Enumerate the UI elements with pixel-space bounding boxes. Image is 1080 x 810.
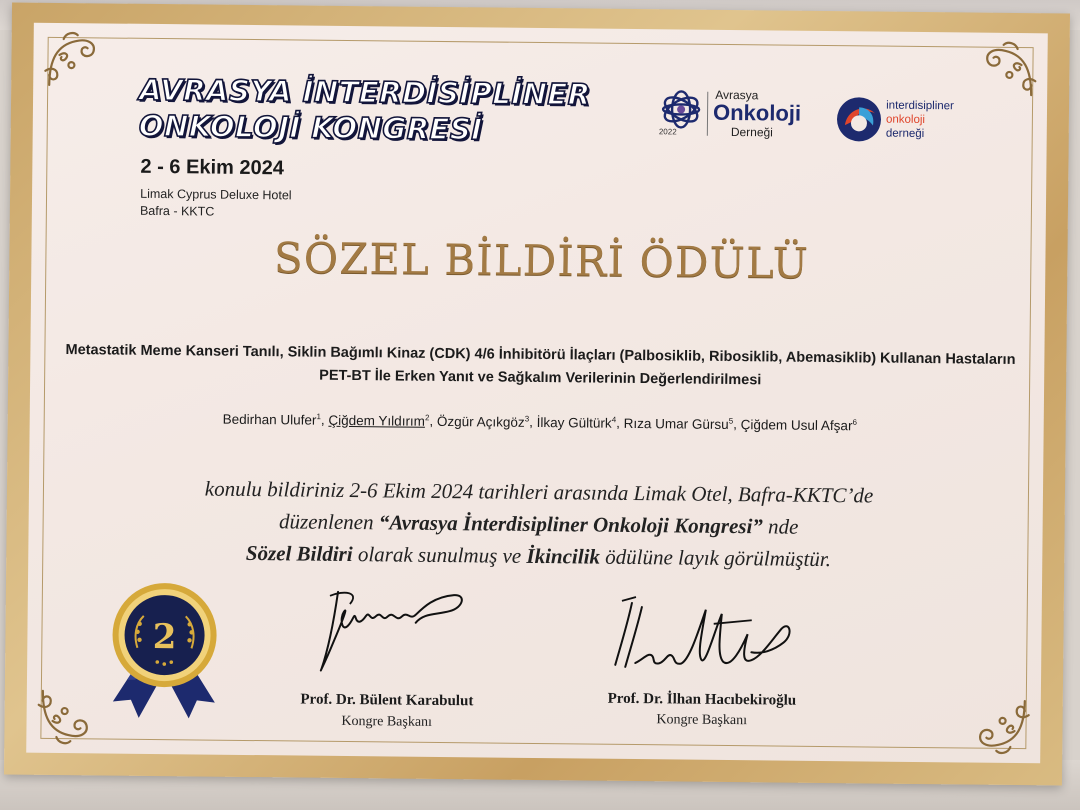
author: Çiğdem Yıldırım$^2$ [328, 412, 430, 429]
signatory-name: Prof. Dr. Bülent Karabulut [300, 691, 474, 710]
award-statement [0, 470, 1079, 577]
paper-title [20, 339, 1060, 396]
avrasya-onkoloji-logo [657, 87, 808, 143]
congress-title-line1: AVRASYA İNTERDİSİPLİNER [139, 72, 591, 112]
logo-text-onkoloji: Onkoloji [712, 99, 802, 126]
medal-rank: 2 [152, 616, 177, 658]
logo-year: 2022 [658, 127, 677, 137]
author-list: Bedirhan Ulufer$^1$, Çiğdem Yıldırım$^2$, Özgür Açıkgöz$^3$, İlkay Gültürk$^4$, Rıza Umar Gürsu$^5$, Çiğdem Usul Afşar$^6$ [222, 411, 858, 433]
logo-text-avrasya: Avrasya [715, 87, 759, 103]
signatory-role: Kongre Başkanı [656, 712, 748, 729]
signatory-role: Kongre Başkanı [341, 713, 433, 730]
paper-title-line1: Metastatik Meme Kanseri Tanılı, Siklin Bağımlı Kinaz (CDK) 4/6 İnhibitörü İlaçları (Palbosiklib, Ribosiklib, Abemasiklib) Kullanan Hastaların [65, 342, 1016, 368]
author: Özgür Açıkgöz$^3$ [436, 413, 530, 430]
logo2-text-onkoloji: onkoloji [885, 113, 926, 127]
congress-title-line2: ONKOLOJİ KONGRESİ [138, 108, 483, 147]
author: Çiğdem Usul Afşar$^6$ [740, 416, 858, 433]
interdisipliner-onkoloji-logo [835, 95, 976, 146]
logo2-text-dernegi: derneği [885, 127, 925, 141]
statement-line1: konulu bildiriniz 2-6 Ekim 2024 tarihleri arasında Limak Otel, Bafra-KKTC’de [204, 476, 874, 508]
award-title: SÖZEL BİLDİRİ ÖDÜLÜ [273, 233, 810, 288]
logo-text-dernegi: Derneği [730, 124, 773, 140]
venue-line1: Limak Cyprus Deluxe Hotel [140, 186, 292, 203]
author: Bedirhan Ulufer$^1$ [222, 411, 322, 428]
signatory-name: Prof. Dr. İlhan Hacıbekiroğlu [607, 690, 797, 709]
circle-logo-icon [835, 95, 884, 144]
congress-dates: 2 - 6 Ekim 2024 [140, 155, 285, 180]
author: Rıza Umar Gürsu$^5$ [623, 415, 734, 432]
congress-title [139, 72, 591, 149]
statement-line3: Sözel Bildiri olarak sunulmuş ve İkincilik ödülüne layık görülmüştür. [245, 540, 832, 572]
statement-line2: düzenlenen “Avrasya İnterdisipliner Onkoloji Kongresi” nde [278, 509, 799, 539]
congress-venue [140, 186, 292, 222]
logo2-text-interdisipliner: interdisipliner [886, 99, 954, 113]
logo-divider [707, 92, 708, 136]
venue-line2: Bafra - KKTC [139, 203, 215, 219]
paper-title-line2: PET-BT İle Erken Yanıt ve Sağkalım Verilerinin Değerlendirilmesi [319, 367, 762, 389]
second-place-medal-icon [101, 579, 229, 726]
signature-hacibekiroglu [601, 593, 802, 685]
signature-karabulut [303, 582, 474, 679]
author: İlkay Gültürk$^4$ [536, 414, 617, 431]
